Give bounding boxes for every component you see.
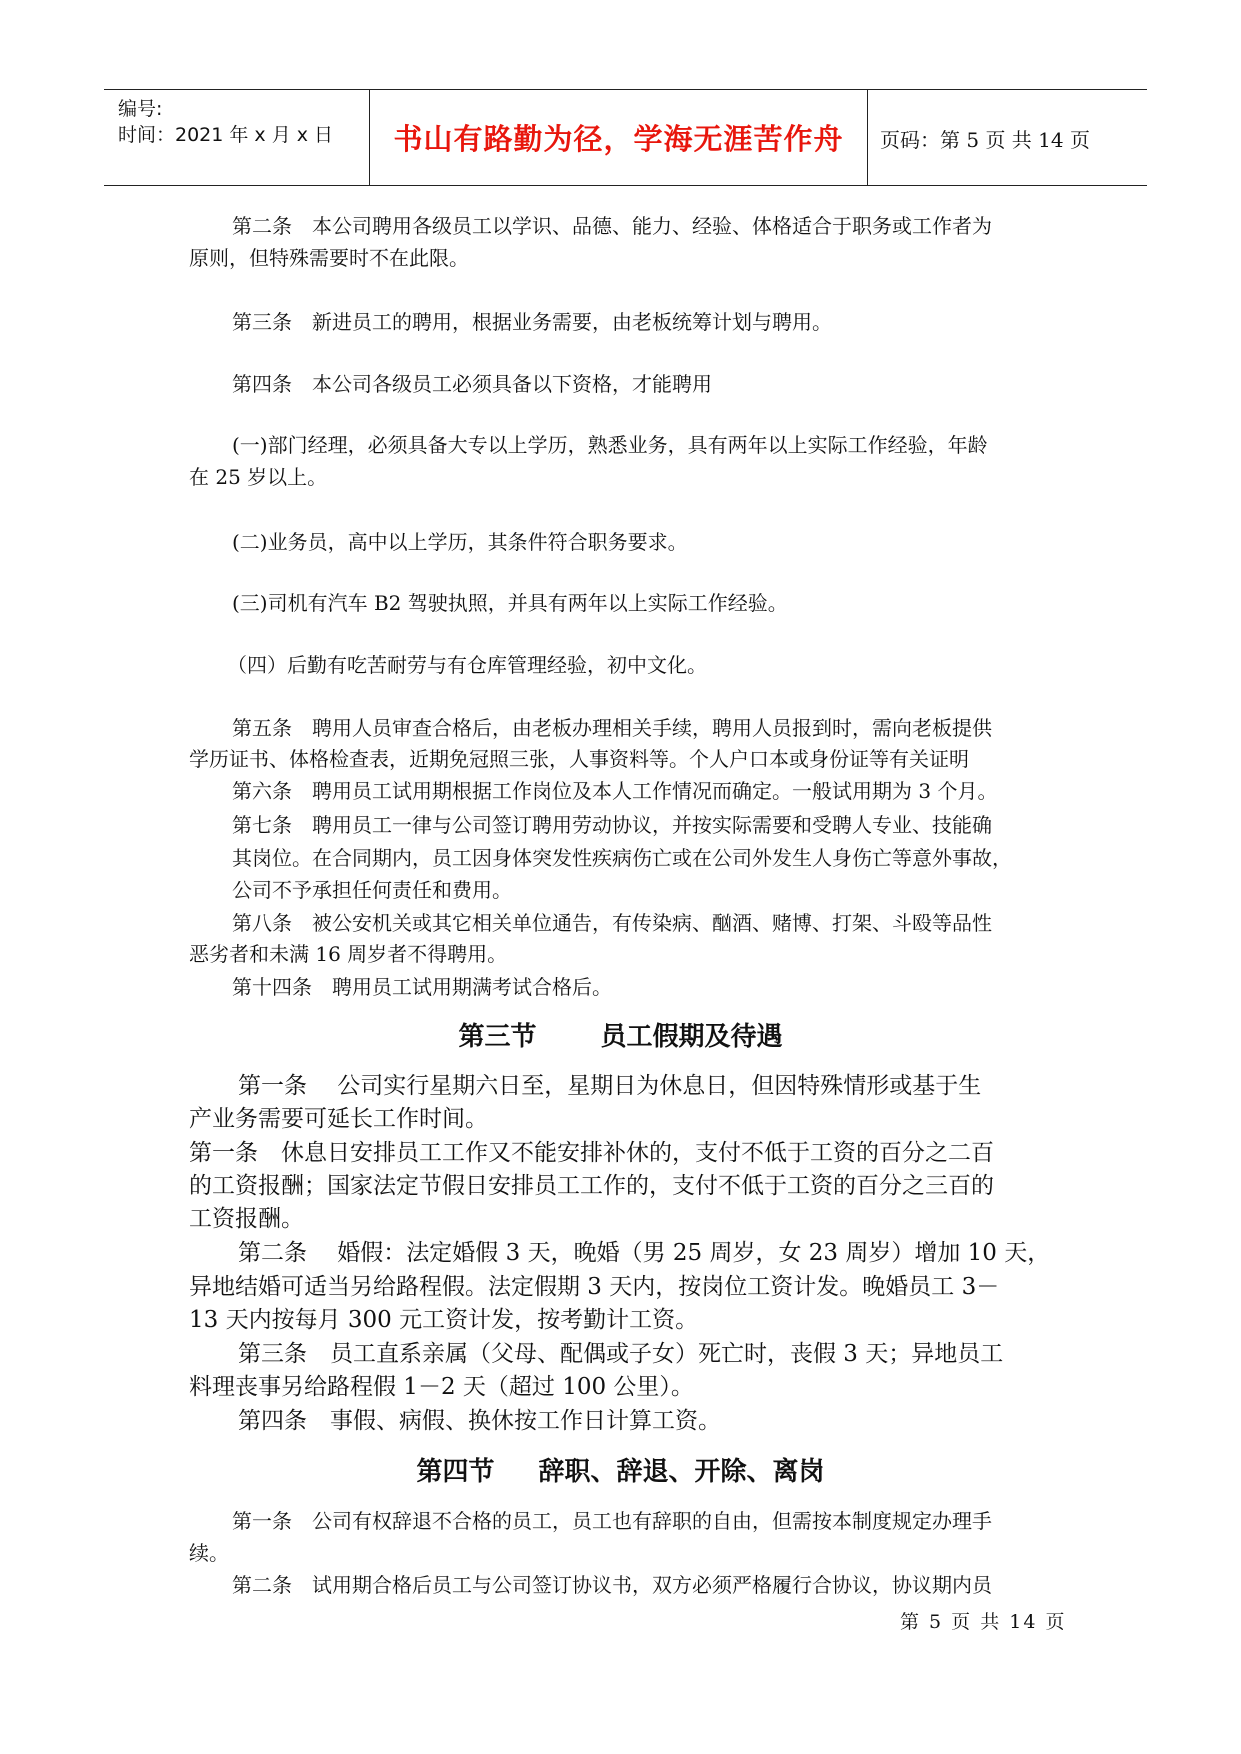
slogan: 书山有路勤为径，学海无涯苦作舟 [393, 122, 844, 156]
header-slogan-cell [369, 90, 868, 185]
paragraph-line: 料理丧事另给路程假 1－2 天（超过 100 公里）。 [189, 1374, 694, 1400]
paragraph-line: (一)部门经理，必须具备大专以上学历，熟悉业务，具有两年以上实际工作经验，年龄 [232, 433, 988, 457]
paragraph-line: 第八条 被公安机关或其它相关单位通告，有传染病、酗酒、赌博、打架、斗殴等品性 [232, 911, 992, 935]
paragraph-line: 13 天内按每月 300 元工资计发，按考勤计工资。 [189, 1307, 699, 1333]
document-header [104, 89, 1147, 186]
paragraph-line: 第一条 休息日安排员工工作又不能安排补休的，支付不低于工资的百分之二百 [189, 1140, 994, 1166]
paragraph-line: 第四条 事假、病假、换休按工作日计算工资。 [238, 1408, 721, 1434]
paragraph-line: 第二条 本公司聘用各级员工以学识、品德、能力、经验、体格适合于职务或工作者为 [232, 214, 992, 238]
page-info: 页码：第 5 页 共 14 页 [880, 128, 1090, 152]
paragraph-line: 第四条 本公司各级员工必须具备以下资格，才能聘用 [232, 372, 712, 396]
paragraph-line: 工资报酬。 [189, 1206, 304, 1232]
paragraph-line: 第一条 公司实行星期六日至，星期日为休息日，但因特殊情形或基于生 [238, 1073, 982, 1099]
paragraph-line: 的工资报酬；国家法定节假日安排员工工作的，支付不低于工资的百分之三百的 [189, 1173, 994, 1199]
number-label: 编号: [118, 98, 163, 120]
paragraph-line: 续。 [189, 1541, 229, 1565]
paragraph-line: 第六条 聘用员工试用期根据工作岗位及本人工作情况而确定。一般试用期为 3 个月。 [232, 779, 998, 803]
paragraph-line: 第五条 聘用人员审查合格后，由老板办理相关手续，聘用人员报到时，需向老板提供 [232, 716, 992, 740]
paragraph-line: 异地结婚可适当另给路程假。法定假期 3 天内，按岗位工资计发。晚婚员工 3－ [189, 1274, 1000, 1300]
paragraph-line: 第二条 婚假：法定婚假 3 天，晚婚（男 25 周岁，女 23 周岁）增加 10 天， [238, 1240, 1051, 1266]
paragraph-line: （四）后勤有吃苦耐劳与有仓库管理经验，初中文化。 [227, 653, 707, 677]
paragraph-line: 第二条 试用期合格后员工与公司签订协议书，双方必须严格履行合协议，协议期内员 [232, 1573, 992, 1597]
paragraph-line: 第十四条 聘用员工试用期满考试合格后。 [232, 975, 612, 999]
section-heading [0, 1016, 1241, 1053]
paragraph-line: 第三条 员工直系亲属（父母、配偶或子女）死亡时，丧假 3 天；异地员工 [238, 1341, 1004, 1367]
paragraph-line: 产业务需要可延长工作时间。 [189, 1106, 488, 1132]
paragraph-line: 第七条 聘用员工一律与公司签订聘用劳动协议，并按实际需要和受聘人专业、技能确 [232, 813, 992, 837]
paragraph-line: 学历证书、体格检查表，近期免冠照三张，人事资料等。个人户口本或身份证等有关证明 [189, 747, 969, 771]
paragraph-line: 公司不予承担任何责任和费用。 [232, 878, 512, 902]
paragraph-line: 恶劣者和未满 16 周岁者不得聘用。 [189, 942, 508, 966]
paragraph-line: (三)司机有汽车 B2 驾驶执照，并具有两年以上实际工作经验。 [232, 591, 788, 615]
section-number: 第三节 [458, 1022, 537, 1052]
paragraph-line: (二)业务员，高中以上学历，其条件符合职务要求。 [232, 530, 688, 554]
paragraph-line: 原则，但特殊需要时不在此限。 [189, 246, 469, 270]
section-heading [0, 1451, 1241, 1488]
page-footer: 第 5 页 共 14 页 [900, 1611, 1067, 1633]
section-number: 第四节 [416, 1457, 495, 1487]
paragraph-line: 第三条 新进员工的聘用，根据业务需要，由老板统筹计划与聘用。 [232, 310, 832, 334]
paragraph-line: 第一条 公司有权辞退不合格的员工，员工也有辞职的自由，但需按本制度规定办理手 [232, 1509, 992, 1533]
time-label: 时间：2021 年 x 月 x 日 [118, 124, 334, 146]
section-title: 员工假期及待遇 [600, 1022, 783, 1052]
section-title: 辞职、辞退、开除、离岗 [538, 1457, 825, 1487]
paragraph-line: 其岗位。在合同期内，员工因身体突发性疾病伤亡或在公司外发生人身伤亡等意外事故， [232, 846, 1012, 870]
paragraph-line: 在 25 岁以上。 [189, 465, 328, 489]
header-meta [104, 90, 369, 185]
header-page-cell [868, 90, 1147, 185]
